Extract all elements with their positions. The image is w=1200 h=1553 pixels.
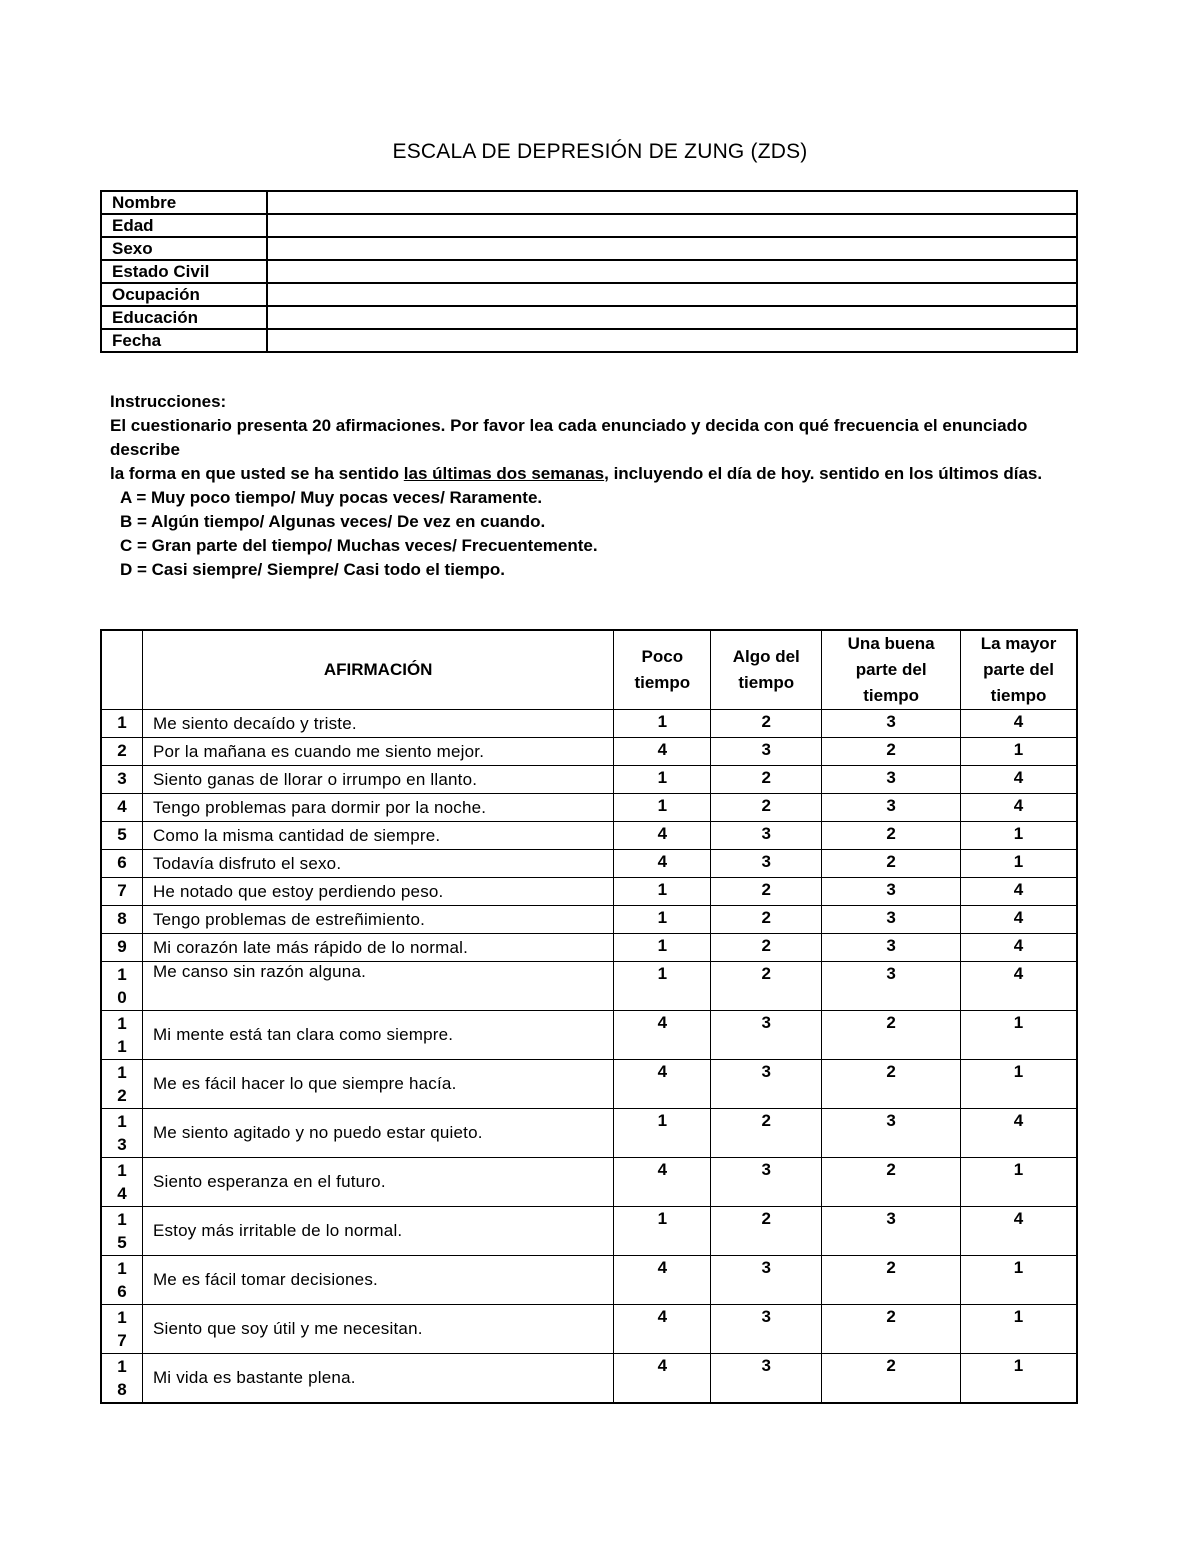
score-option-c[interactable]: 3	[822, 906, 961, 934]
info-value-cell	[267, 260, 1077, 283]
info-field-input[interactable]	[268, 284, 1076, 305]
row-statement: Como la misma cantidad de siempre.	[142, 822, 613, 850]
row-number-digit-2: 1	[117, 1037, 127, 1056]
score-option-a[interactable]: 1	[614, 906, 711, 934]
header-c-line-1: Una buena	[847, 634, 935, 653]
score-option-a[interactable]: 1	[614, 766, 711, 794]
header-b-line-2: tiempo	[738, 673, 795, 692]
info-row	[101, 329, 1077, 352]
row-number-digit-1: 1	[117, 1210, 127, 1229]
header-option-b	[711, 630, 822, 710]
row-number	[101, 1207, 142, 1256]
info-value-cell	[267, 283, 1077, 306]
header-option-d	[961, 630, 1077, 710]
page-title: ESCALA DE DEPRESIÓN DE ZUNG (ZDS)	[392, 140, 808, 163]
info-label: Nombre	[101, 191, 267, 214]
header-a-line-2: tiempo	[634, 673, 691, 692]
score-option-b[interactable]: 2	[711, 710, 822, 738]
score-option-b[interactable]: 3	[711, 1256, 822, 1305]
score-option-b[interactable]: 2	[711, 1207, 822, 1256]
score-option-d[interactable]: 1	[961, 850, 1077, 878]
score-option-a[interactable]: 4	[614, 850, 711, 878]
row-number	[101, 850, 142, 878]
row-number	[101, 934, 142, 962]
row-number-digit-2: 4	[117, 1184, 127, 1203]
option-c: C = Gran parte del tiempo/ Muchas veces/ Frecuentemente.	[120, 536, 598, 555]
info-row	[101, 191, 1077, 214]
row-number	[101, 906, 142, 934]
row-number-digit-1: 6	[117, 853, 127, 872]
score-option-a[interactable]: 4	[614, 1305, 711, 1354]
score-option-b[interactable]: 2	[711, 906, 822, 934]
table-row	[101, 850, 1077, 878]
row-statement: Siento que soy útil y me necesitan.	[142, 1305, 613, 1354]
score-option-b[interactable]: 3	[711, 1354, 822, 1404]
score-option-c[interactable]: 3	[822, 934, 961, 962]
row-number-digit-1: 2	[117, 741, 127, 760]
row-number	[101, 1109, 142, 1158]
table-row	[101, 1207, 1077, 1256]
row-number-digit-1: 1	[117, 1259, 127, 1278]
score-option-d[interactable]: 1	[961, 1256, 1077, 1305]
info-field-input[interactable]	[268, 261, 1076, 282]
instructions-line-2-end: , incluyendo el día de hoy. sentido en los últimos días.	[604, 464, 1043, 483]
score-option-a[interactable]: 1	[614, 710, 711, 738]
info-label: Sexo	[101, 237, 267, 260]
score-option-b[interactable]: 2	[711, 962, 822, 1011]
score-option-b[interactable]: 2	[711, 794, 822, 822]
score-option-d[interactable]: 4	[961, 906, 1077, 934]
row-number	[101, 878, 142, 906]
row-number	[101, 822, 142, 850]
info-field-input[interactable]	[268, 330, 1076, 351]
score-option-a[interactable]: 1	[614, 934, 711, 962]
row-number-digit-2: 6	[117, 1282, 127, 1301]
score-option-c[interactable]: 2	[822, 822, 961, 850]
row-number-digit-2: 3	[117, 1135, 127, 1154]
info-label: Ocupación	[101, 283, 267, 306]
instructions-line-2-start: la forma en que usted se ha sentido	[110, 464, 404, 483]
score-option-d[interactable]: 4	[961, 710, 1077, 738]
score-option-a[interactable]: 1	[614, 962, 711, 1011]
info-value-cell	[267, 306, 1077, 329]
score-option-c[interactable]: 3	[822, 766, 961, 794]
table-row	[101, 1256, 1077, 1305]
row-number-digit-2: 8	[117, 1380, 127, 1399]
table-row	[101, 822, 1077, 850]
row-statement: Me siento agitado y no puedo estar quieto.	[142, 1109, 613, 1158]
row-number	[101, 1011, 142, 1060]
score-option-b[interactable]: 2	[711, 934, 822, 962]
score-option-d[interactable]: 4	[961, 962, 1077, 1011]
score-option-b[interactable]: 3	[711, 850, 822, 878]
header-number	[101, 630, 142, 710]
row-number-digit-1: 4	[117, 797, 127, 816]
table-row	[101, 1354, 1077, 1404]
row-statement: Siento esperanza en el futuro.	[142, 1158, 613, 1207]
score-option-c[interactable]: 2	[822, 1011, 961, 1060]
row-number	[101, 1256, 142, 1305]
row-number	[101, 766, 142, 794]
score-option-c[interactable]: 2	[822, 1060, 961, 1109]
info-row	[101, 237, 1077, 260]
row-statement: Me es fácil tomar decisiones.	[142, 1256, 613, 1305]
score-option-c[interactable]: 3	[822, 878, 961, 906]
row-statement: Todavía disfruto el sexo.	[142, 850, 613, 878]
score-option-d[interactable]: 1	[961, 1011, 1077, 1060]
score-option-b[interactable]: 3	[711, 1305, 822, 1354]
row-number-digit-1: 1	[117, 1014, 127, 1033]
score-option-b[interactable]: 3	[711, 1158, 822, 1207]
table-row	[101, 1109, 1077, 1158]
table-row	[101, 906, 1077, 934]
option-b: B = Algún tiempo/ Algunas veces/ De vez en cuando.	[120, 512, 546, 531]
score-option-a[interactable]: 4	[614, 1060, 711, 1109]
table-row	[101, 1011, 1077, 1060]
row-number-digit-1: 1	[117, 1063, 127, 1082]
table-row	[101, 710, 1077, 738]
header-d-line-3: tiempo	[990, 686, 1047, 705]
table-row	[101, 1305, 1077, 1354]
score-option-b[interactable]: 2	[711, 1109, 822, 1158]
row-statement: Siento ganas de llorar o irrumpo en llanto.	[142, 766, 613, 794]
score-option-a[interactable]: 1	[614, 878, 711, 906]
score-option-b[interactable]: 3	[711, 738, 822, 766]
row-number-digit-1: 8	[117, 909, 127, 928]
info-field-input[interactable]	[268, 192, 1076, 213]
info-value-cell	[267, 214, 1077, 237]
table-row	[101, 766, 1077, 794]
row-number	[101, 794, 142, 822]
score-option-a[interactable]: 4	[614, 1256, 711, 1305]
zung-scale-table	[100, 629, 1078, 1404]
score-option-c[interactable]: 3	[822, 794, 961, 822]
score-option-d[interactable]: 1	[961, 1158, 1077, 1207]
table-row	[101, 934, 1077, 962]
score-option-a[interactable]: 4	[614, 1158, 711, 1207]
row-number-digit-1: 7	[117, 881, 127, 900]
info-value-cell	[267, 237, 1077, 260]
row-number-digit-1: 9	[117, 937, 127, 956]
table-row	[101, 738, 1077, 766]
instructions-block	[110, 390, 1100, 486]
row-number-digit-1: 1	[117, 1161, 127, 1180]
answer-options-legend	[120, 486, 598, 582]
info-label: Estado Civil	[101, 260, 267, 283]
header-b-line-1: Algo del	[732, 647, 800, 666]
score-option-c[interactable]: 2	[822, 1256, 961, 1305]
score-option-c[interactable]: 3	[822, 710, 961, 738]
table-row	[101, 962, 1077, 1011]
info-value-cell	[267, 329, 1077, 352]
score-option-c[interactable]: 3	[822, 1109, 961, 1158]
row-number-digit-1: 3	[117, 769, 127, 788]
score-option-b[interactable]: 2	[711, 878, 822, 906]
row-number-digit-2: 2	[117, 1086, 127, 1105]
info-field-input[interactable]	[268, 307, 1076, 328]
row-statement: Por la mañana es cuando me siento mejor.	[142, 738, 613, 766]
instructions-line-2	[110, 462, 1100, 486]
info-value-cell	[267, 191, 1077, 214]
row-number	[101, 710, 142, 738]
header-d-line-1: La mayor	[980, 634, 1057, 653]
row-number	[101, 738, 142, 766]
score-option-a[interactable]: 4	[614, 822, 711, 850]
row-number	[101, 962, 142, 1011]
instructions-heading: Instrucciones:	[110, 392, 227, 411]
row-statement: Me canso sin razón alguna.	[142, 962, 613, 1011]
row-statement: Estoy más irritable de lo normal.	[142, 1207, 613, 1256]
score-option-d[interactable]: 4	[961, 766, 1077, 794]
row-number	[101, 1158, 142, 1207]
row-number-digit-1: 1	[117, 713, 127, 732]
table-row	[101, 794, 1077, 822]
score-option-c[interactable]: 2	[822, 850, 961, 878]
score-option-a[interactable]: 4	[614, 1354, 711, 1404]
row-statement: He notado que estoy perdiendo peso.	[142, 878, 613, 906]
row-number	[101, 1305, 142, 1354]
info-label: Educación	[101, 306, 267, 329]
score-option-d[interactable]: 4	[961, 878, 1077, 906]
row-number-digit-2: 5	[117, 1233, 127, 1252]
row-statement: Mi corazón late más rápido de lo normal.	[142, 934, 613, 962]
score-option-d[interactable]: 1	[961, 822, 1077, 850]
row-number-digit-1: 1	[117, 965, 127, 984]
score-option-c[interactable]: 3	[822, 1207, 961, 1256]
score-option-b[interactable]: 3	[711, 1011, 822, 1060]
table-row	[101, 878, 1077, 906]
score-option-b[interactable]: 2	[711, 766, 822, 794]
score-option-d[interactable]: 1	[961, 738, 1077, 766]
header-statement: AFIRMACIÓN	[142, 630, 613, 710]
header-c-line-2: parte del	[855, 660, 927, 679]
instructions-emphasis: las últimas dos semanas	[403, 464, 605, 483]
score-option-a[interactable]: 1	[614, 1109, 711, 1158]
option-d: D = Casi siempre/ Siempre/ Casi todo el tiempo.	[120, 560, 505, 579]
table-header-row	[101, 630, 1077, 710]
header-d-line-2: parte del	[983, 660, 1054, 679]
score-option-d[interactable]: 1	[961, 1305, 1077, 1354]
score-option-d[interactable]: 4	[961, 934, 1077, 962]
row-statement: Me siento decaído y triste.	[142, 710, 613, 738]
row-statement: Tengo problemas para dormir por la noche.	[142, 794, 613, 822]
score-option-b[interactable]: 3	[711, 1060, 822, 1109]
row-statement: Me es fácil hacer lo que siempre hacía.	[142, 1060, 613, 1109]
option-a: A = Muy poco tiempo/ Muy pocas veces/ Raramente.	[120, 488, 543, 507]
header-option-a	[614, 630, 711, 710]
header-c-line-3: tiempo	[863, 686, 919, 705]
score-option-a[interactable]: 4	[614, 738, 711, 766]
header-option-c	[822, 630, 961, 710]
header-a-line-1: Poco	[641, 647, 684, 666]
score-option-a[interactable]: 1	[614, 794, 711, 822]
score-option-a[interactable]: 4	[614, 1011, 711, 1060]
score-option-d[interactable]: 1	[961, 1060, 1077, 1109]
score-option-c[interactable]: 2	[822, 1305, 961, 1354]
info-label: Edad	[101, 214, 267, 237]
score-option-d[interactable]: 1	[961, 1354, 1077, 1404]
info-field-input[interactable]	[268, 238, 1076, 259]
row-number-digit-2: 7	[117, 1331, 127, 1350]
info-label: Fecha	[101, 329, 267, 352]
table-row	[101, 1060, 1077, 1109]
row-number-digit-1: 1	[117, 1308, 127, 1327]
info-row	[101, 260, 1077, 283]
info-field-input[interactable]	[268, 215, 1076, 236]
score-option-d[interactable]: 4	[961, 1207, 1077, 1256]
instructions-line-1: El cuestionario presenta 20 afirmaciones. Por favor lea cada enunciado y decida con qué frecuencia el enunciado describe	[110, 416, 1028, 459]
table-row	[101, 1158, 1077, 1207]
info-row	[101, 283, 1077, 306]
info-row	[101, 214, 1077, 237]
row-number-digit-1: 1	[117, 1112, 127, 1131]
row-statement: Mi vida es bastante plena.	[142, 1354, 613, 1404]
row-number-digit-1: 5	[117, 825, 127, 844]
row-number	[101, 1060, 142, 1109]
score-option-c[interactable]: 2	[822, 1354, 961, 1404]
score-option-c[interactable]: 2	[822, 738, 961, 766]
score-option-d[interactable]: 4	[961, 1109, 1077, 1158]
patient-info-table	[100, 190, 1078, 353]
row-number-digit-2: 0	[117, 988, 127, 1007]
score-option-d[interactable]: 4	[961, 794, 1077, 822]
score-option-c[interactable]: 3	[822, 962, 961, 1011]
score-option-c[interactable]: 2	[822, 1158, 961, 1207]
score-option-a[interactable]: 1	[614, 1207, 711, 1256]
row-number	[101, 1354, 142, 1404]
row-statement: Mi mente está tan clara como siempre.	[142, 1011, 613, 1060]
score-option-b[interactable]: 3	[711, 822, 822, 850]
row-statement: Tengo problemas de estreñimiento.	[142, 906, 613, 934]
info-row	[101, 306, 1077, 329]
row-number-digit-1: 1	[117, 1357, 127, 1376]
